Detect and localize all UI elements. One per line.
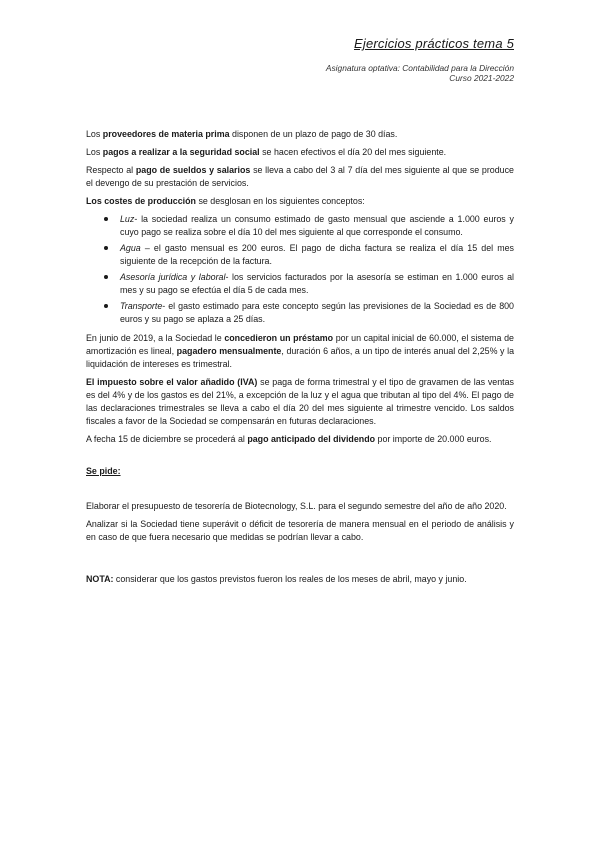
task-analysis: Analizar si la Sociedad tiene superávit o déficit de tesorería de manera mensual en el periodo de análisis y en caso de que fuera necesario que medidas se podrían llevar a cabo. <box>86 519 514 542</box>
cost-text: - el gasto estimado para este concepto según las previsiones de la Sociedad es de 800 euros y su pago se aplaza a 25 días. <box>120 301 514 324</box>
paragraph-social-security <box>86 146 514 159</box>
paragraph-iva <box>86 376 514 428</box>
text-run: se paga de forma trimestral y el tipo de gravamen de las ventas es del 4% y de los gastos es del 21%, a excepción de la luz y el agua que tributan al tipo del 4%. El pago de las declaraciones trimestrales se lleva a cabo el día 20 del mes siguiente al trimestre vencido. Los saldos fiscales a favor de la Sociedad se compensarán en futuras declaraciones. <box>86 377 514 426</box>
bold-run: El impuesto sobre el valor añadido (IVA) <box>86 377 258 387</box>
paragraph-loan <box>86 332 514 371</box>
bold-run: pago anticipado del dividendo <box>247 434 376 444</box>
cost-list <box>86 213 514 326</box>
list-item <box>86 300 514 326</box>
text-run: por importe de 20.000 euros. <box>375 434 492 444</box>
text-run: considerar que los gastos previstos fueron los reales de los meses de abril, mayo y junio. <box>113 574 467 584</box>
text-run: por un capital inicial de 60.000, el sistema de amortización es lineal, <box>86 333 514 356</box>
cost-text: – el gasto mensual es 200 euros. El pago de dicha factura se realiza el día 15 del mes siguiente de la recepción de la factura. <box>120 243 514 266</box>
text-run: Los <box>86 129 103 139</box>
spacer <box>86 451 514 465</box>
cost-label: Transporte <box>120 301 163 311</box>
subject-line: Asignatura optativa: Contabilidad para la Dirección <box>325 63 514 73</box>
bold-run: concedieron un préstamo <box>224 333 334 343</box>
bullet-icon <box>104 304 108 308</box>
section-heading: Se pide: <box>86 466 121 476</box>
text-run: Los <box>86 147 103 157</box>
cost-label: Asesoría jurídica y laboral <box>120 272 226 282</box>
paragraph-salaries <box>86 164 514 190</box>
text-run: disponen de un plazo de pago de 30 días. <box>229 129 398 139</box>
text-run: En junio de 2019, a la Sociedad le <box>86 333 225 343</box>
bullet-icon <box>104 275 108 279</box>
bold-run: Los costes de producción <box>86 196 196 206</box>
text-run: Respecto al <box>86 165 136 175</box>
document-body <box>86 128 514 591</box>
text-run: se hacen efectivos el día 20 del mes siguiente. <box>259 147 447 157</box>
bold-run: pagadero mensualmente <box>176 346 282 356</box>
bullet-icon <box>104 217 108 221</box>
text-run: A fecha 15 de diciembre se procederá al <box>86 434 248 444</box>
bold-run: pago de sueldos y salarios <box>135 165 251 175</box>
spacer <box>86 478 514 500</box>
text-run: se desglosan en los siguientes conceptos: <box>195 196 365 206</box>
text-run: se lleva a cabo del 3 al 7 día del mes siguiente al que se produce el devengo de su prestación de servicios. <box>86 165 514 188</box>
task-budget: Elaborar el presupuesto de tesorería de Biotecnology, S.L. para el segundo semestre del año de año 2020. <box>86 501 507 511</box>
bold-run: proveedores de materia prima <box>102 129 230 139</box>
spacer <box>86 549 514 573</box>
bold-run: NOTA: <box>86 574 114 584</box>
document-header <box>326 36 514 83</box>
cost-text: - la sociedad realiza un consumo estimado de gasto mensual que asciende a 1.000 euros y cuyo pago se realiza sobre el día 10 del mes siguiente al que corresponde el consumo. <box>120 214 514 237</box>
course-line: Curso 2021-2022 <box>449 73 514 83</box>
document-title: Ejercicios prácticos tema 5 <box>353 36 514 51</box>
bullet-icon <box>104 246 108 250</box>
cost-text: - los servicios facturados por la asesoría se estiman en 1.000 euros al mes y su pago se efectúa el día 5 de cada mes. <box>120 272 514 295</box>
cost-label: Luz <box>120 214 135 224</box>
paragraph-suppliers <box>86 128 514 141</box>
paragraph-note <box>86 573 514 586</box>
list-item <box>86 271 514 297</box>
cost-label: Agua <box>120 243 141 253</box>
bold-run: pagos a realizar a la seguridad social <box>102 147 260 157</box>
paragraph-dividend <box>86 433 514 446</box>
paragraph-production-costs <box>86 195 514 208</box>
list-item <box>86 213 514 239</box>
list-item <box>86 242 514 268</box>
text-run: , duración 6 años, a un tipo de interés anual del 2,25% y la liquidación de intereses es trimestral. <box>86 346 515 369</box>
